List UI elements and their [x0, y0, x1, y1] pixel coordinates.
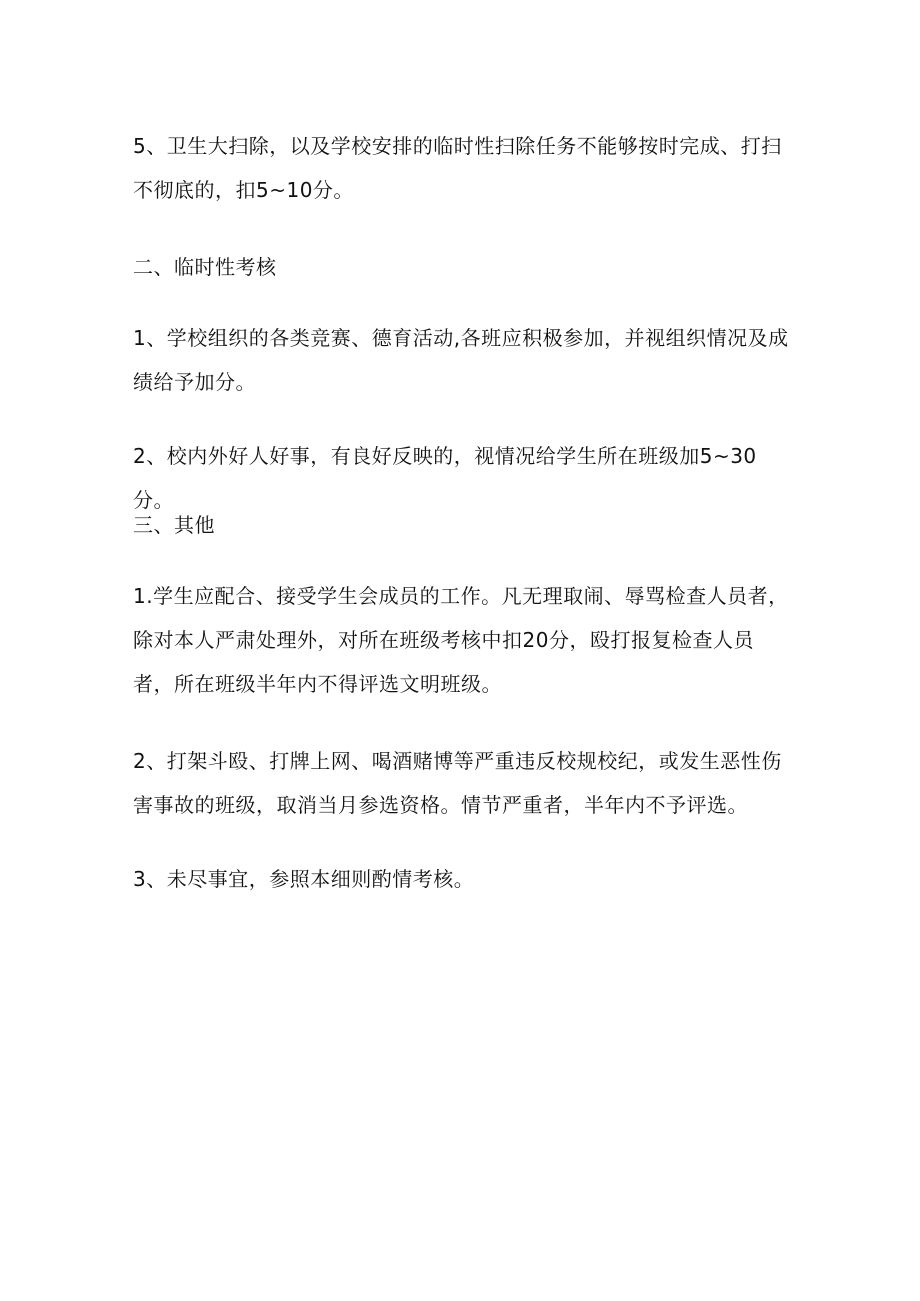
section-heading-other: 三、其他: [133, 513, 215, 537]
paragraph-item-2-good-deeds: 2、校内外好人好事，有良好反映的，视情况给学生所在班级加5~30分。: [133, 444, 757, 512]
paragraph-item-3-misc: 3、未尽事宜，参照本细则酌情考核。: [133, 867, 475, 891]
paragraph-item-1-activities: 1、学校组织的各类竞赛、德育活动,各班应积极参加，并视组织情况及成绩给予加分。: [133, 326, 789, 394]
paragraph-item-1-cooperation: 1.学生应配合、接受学生会成员的工作。凡无理取闹、辱骂检查人员者，除对本人严肃处理外，对所在班级考核中扣20分，殴打报复检查人员者，所在班级半年内不得评选文明班级。: [133, 584, 789, 696]
paragraph-item-2-violations: 2、打架斗殴、打牌上网、喝酒赌博等严重违反校规校纪，或发生恶性伤害事故的班级，取消当月参选资格。情节严重者，半年内不予评选。: [133, 749, 782, 817]
section-heading-temporary-assessment: 二、临时性考核: [133, 255, 277, 279]
paragraph-item-5: 5、卫生大扫除，以及学校安排的临时性扫除任务不能够按时完成、打扫不彻底的，扣5~10分。: [133, 134, 782, 202]
